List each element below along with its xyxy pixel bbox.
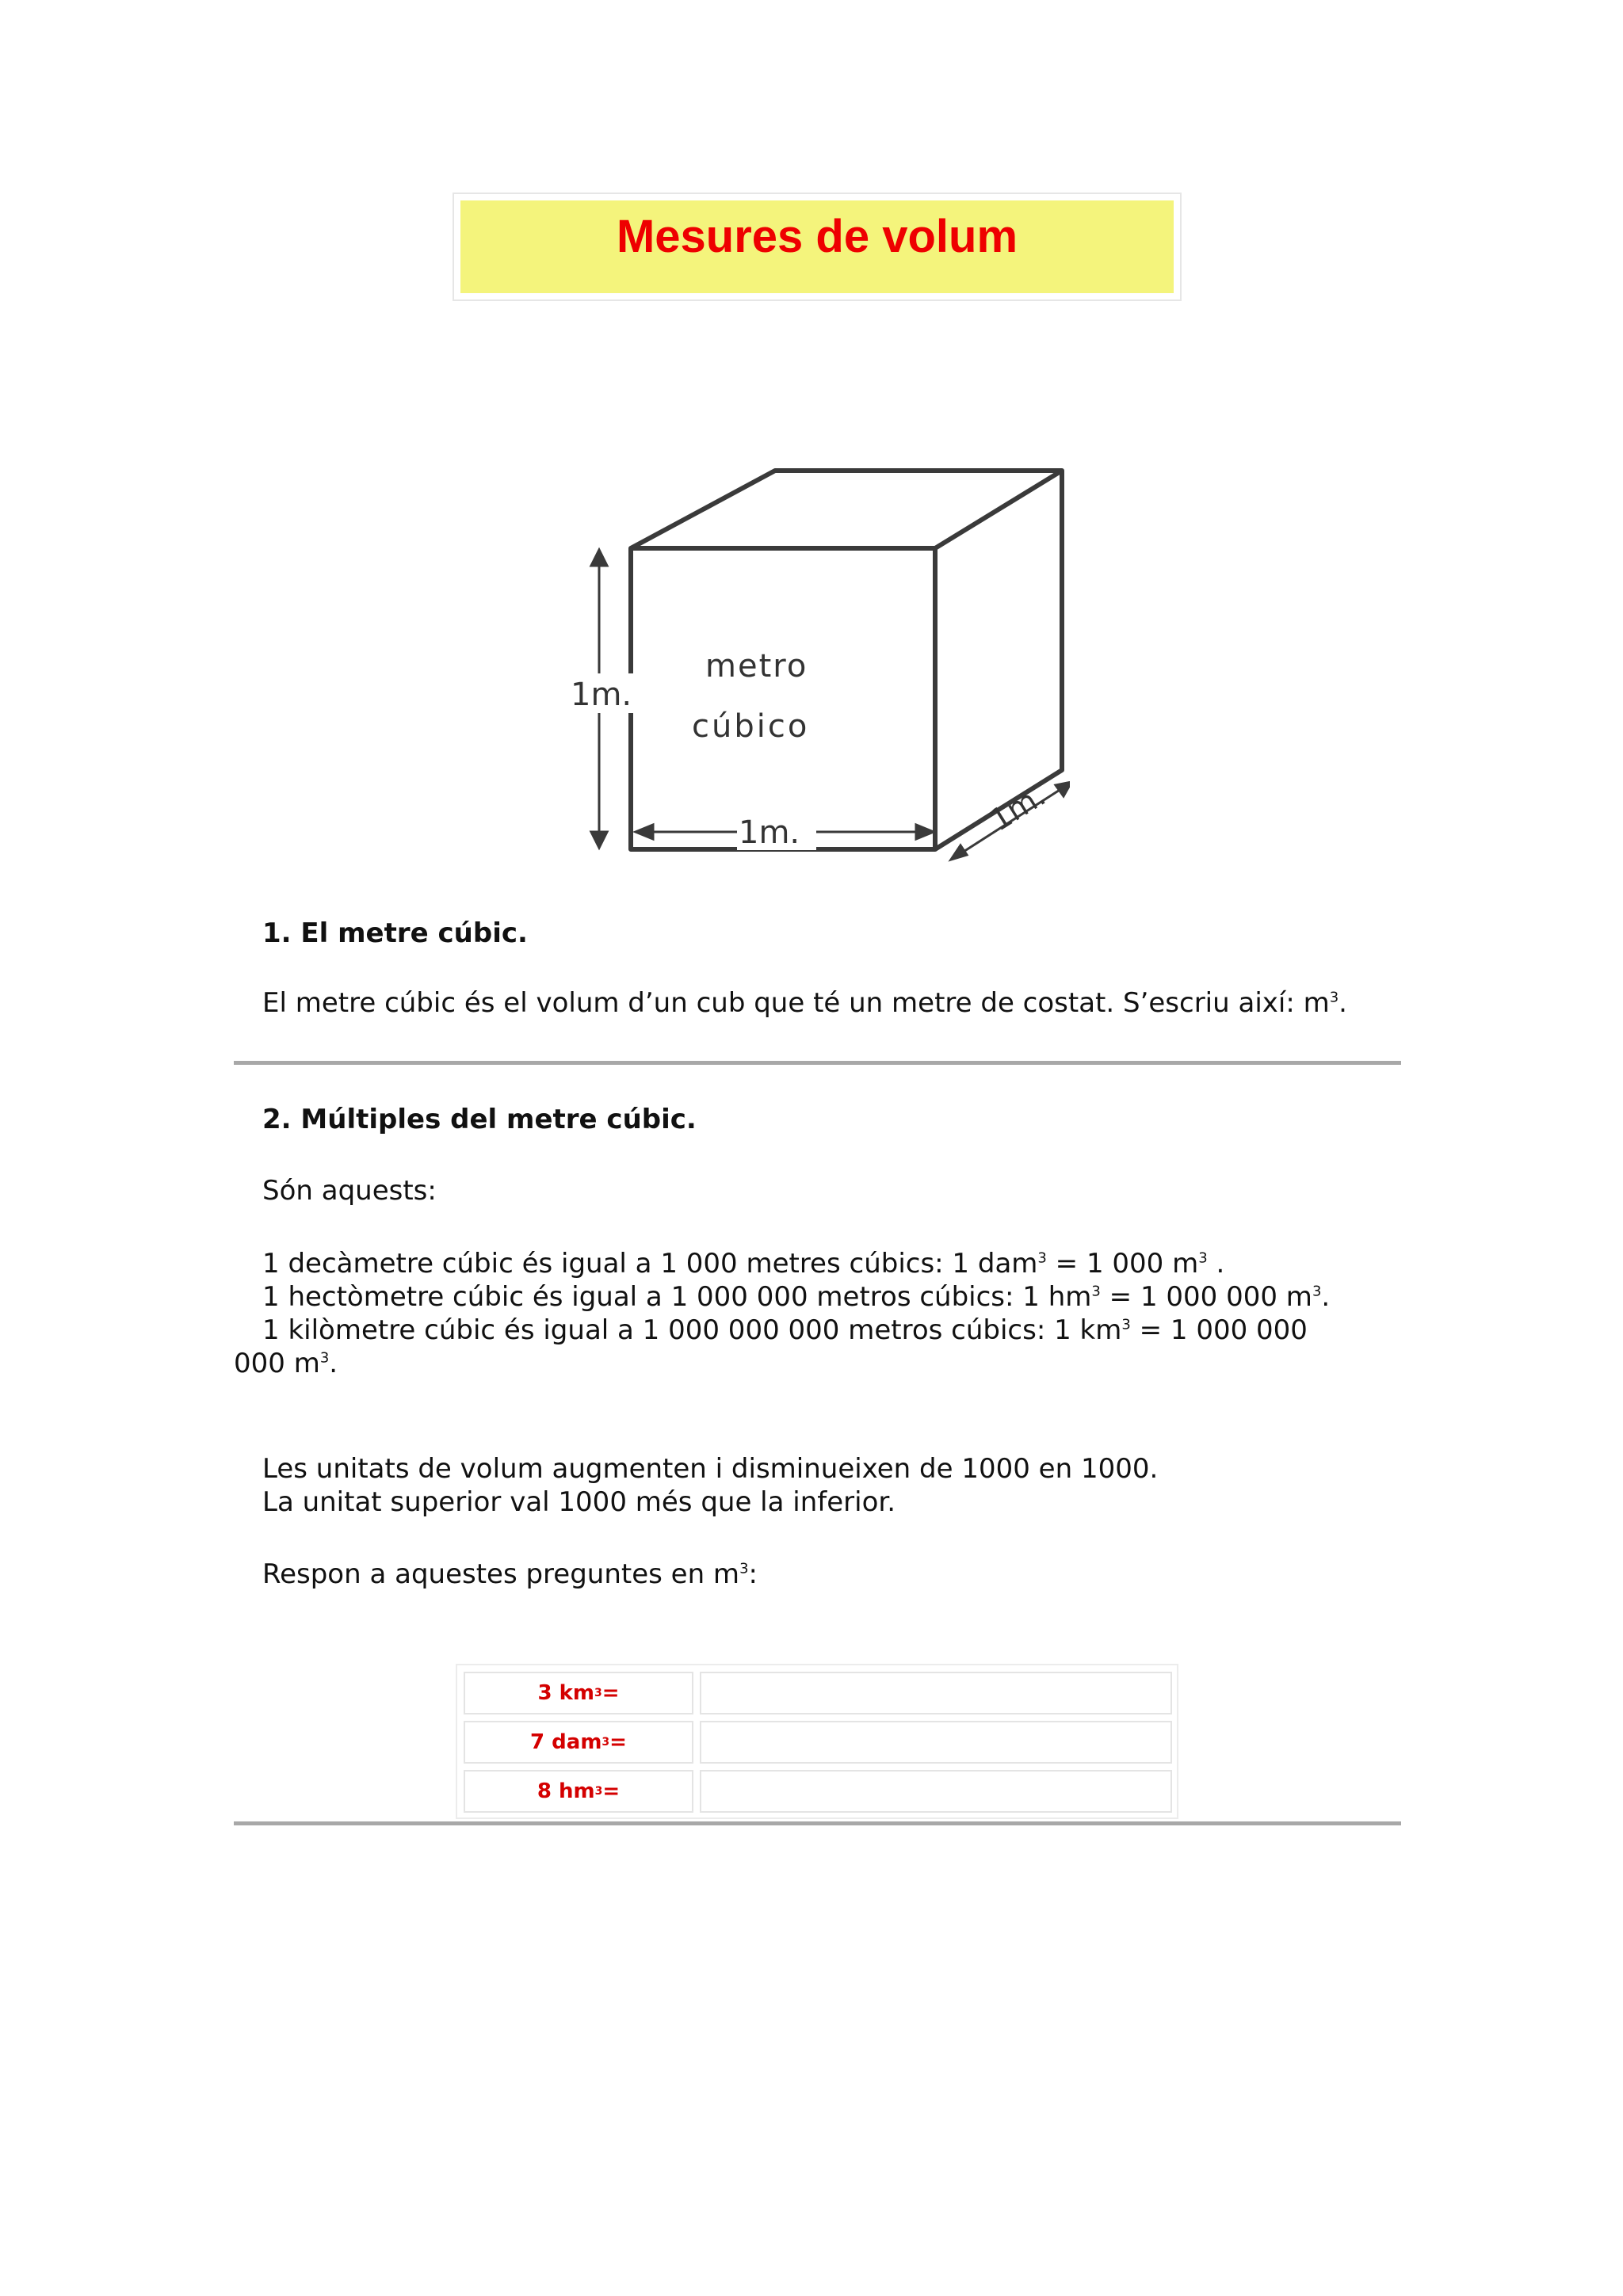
answer-input-dam3[interactable] bbox=[700, 1721, 1172, 1764]
title-banner bbox=[460, 200, 1174, 293]
divider bbox=[234, 1061, 1401, 1065]
question-label-dam3: 7 dam 3 = bbox=[464, 1721, 693, 1764]
note-line1: Les unitats de volum augmenten i disminueixen de 1000 en 1000. bbox=[262, 1453, 1159, 1485]
cube-label-line2: cúbico bbox=[692, 708, 810, 745]
section1-heading: 1. El metre cúbic. bbox=[262, 917, 528, 949]
width-label: 1m. bbox=[739, 814, 800, 851]
divider bbox=[234, 1821, 1401, 1825]
cube-front-face bbox=[631, 548, 935, 849]
height-label: 1m. bbox=[571, 677, 632, 713]
equivalence-dam: 1 decàmetre cúbic és igual a 1 000 metres cúbics: 1 dam$^3$ = 1 000 $m^3$ . bbox=[262, 1248, 1225, 1280]
question-prompt: Respon a aquestes preguntes en $m^3$: bbox=[262, 1558, 758, 1590]
equivalence-hm: 1 hectòmetre cúbic és igual a 1 000 000 metros cúbics: 1 $hm^3 = 1$ 000 000 $m^3$. bbox=[262, 1281, 1331, 1313]
note-line2: La unitat superior val 1000 més que la inferior. bbox=[262, 1486, 896, 1518]
page-title: Mesures de volum bbox=[616, 211, 1018, 262]
section1-text: El metre cúbic és el volum d’un cub que té un metre de costat. S’escriu així: $m^3$. bbox=[262, 987, 1347, 1019]
section2-heading: 2. Múltiples del metre cúbic. bbox=[262, 1104, 697, 1135]
depth-label: 1m. bbox=[983, 777, 1052, 838]
section2-intro: Són aquests: bbox=[262, 1175, 437, 1207]
equivalence-km: 1 kilòmetre cúbic és igual a 1 000 000 000 metros cúbics: 1 $km^3 = 1$ 000 000 bbox=[262, 1314, 1308, 1346]
cubic-metre-figure bbox=[555, 453, 1070, 873]
answer-table bbox=[456, 1664, 1178, 1819]
answer-input-km3[interactable] bbox=[700, 1672, 1172, 1714]
cube-top-edges bbox=[631, 471, 1062, 548]
cube-label-line1: metro bbox=[705, 648, 808, 685]
cube-side-edges bbox=[935, 471, 1062, 849]
question-label-hm3: 8 hm 3 = bbox=[464, 1770, 693, 1813]
title-box bbox=[453, 193, 1182, 301]
question-label-km3: 3 km 3 = bbox=[464, 1672, 693, 1714]
equivalence-km-continued: 000 $m^3$. bbox=[234, 1348, 338, 1379]
answer-input-hm3[interactable] bbox=[700, 1770, 1172, 1813]
